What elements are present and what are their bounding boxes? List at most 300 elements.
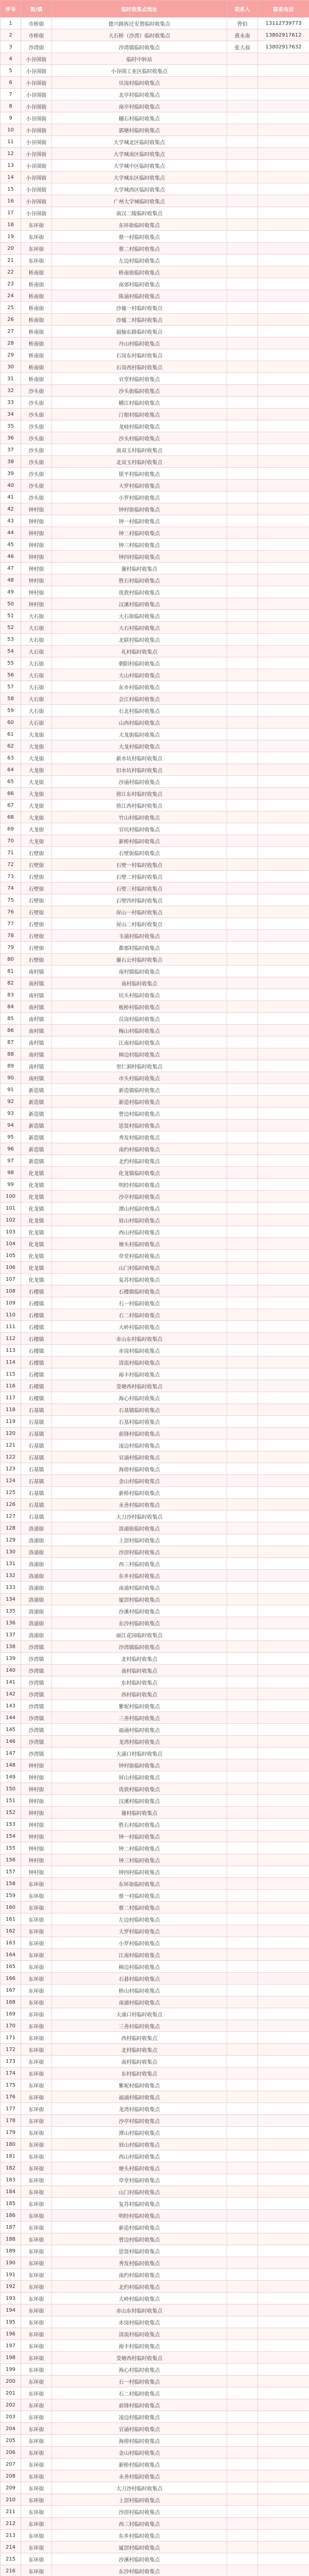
table-row [1, 2008, 309, 2020]
row-address: 蔡一村临时收集点 [52, 1890, 227, 1902]
row-index: 101 [1, 1202, 21, 1214]
row-street: 洛浦街 [21, 1582, 52, 1594]
table-row [1, 1333, 309, 1345]
row-address: 上滘村临时收集点 [52, 1534, 227, 1546]
row-contact [227, 1759, 258, 1771]
row-street: 钟村街 [21, 1783, 52, 1795]
row-index: 160 [1, 1902, 21, 1913]
row-index: 174 [1, 2067, 21, 2079]
row-index: 26 [1, 314, 21, 326]
row-contact [227, 160, 258, 172]
row-address: 屏山二村临时收集点 [52, 918, 227, 930]
table-row [1, 1878, 309, 1890]
table-row [1, 100, 309, 112]
row-street: 新造镇 [21, 1143, 52, 1155]
table-row [1, 444, 309, 456]
table-row [1, 811, 309, 823]
row-street: 沙湾街 [21, 41, 52, 53]
row-address: 北村临时收集点 [52, 2044, 227, 2056]
row-index: 210 [1, 2494, 21, 2506]
row-index: 128 [1, 1522, 21, 1534]
table-row [1, 1285, 309, 1297]
row-contact [227, 1594, 258, 1605]
row-index: 68 [1, 811, 21, 823]
row-phone [258, 2198, 309, 2210]
row-street: 东环街 [21, 2198, 52, 2210]
row-street: 化龙镇 [21, 1262, 52, 1274]
row-phone [258, 1072, 309, 1084]
row-contact [227, 385, 258, 397]
row-index: 82 [1, 977, 21, 989]
table-row [1, 669, 309, 681]
row-street: 洛浦街 [21, 1570, 52, 1582]
row-contact [227, 432, 258, 444]
table-row [1, 2222, 309, 2233]
row-index: 22 [1, 266, 21, 278]
row-address: 小罗村临时收集点 [52, 1937, 227, 1949]
table-row [1, 1274, 309, 1285]
table-row [1, 728, 309, 740]
row-contact [227, 551, 258, 563]
row-index: 63 [1, 752, 21, 764]
row-phone [258, 2079, 309, 2091]
row-contact [227, 1653, 258, 1665]
row-street: 大龙街 [21, 788, 52, 800]
row-phone [258, 2020, 309, 2032]
table-row [1, 2470, 309, 2482]
table-row [1, 1973, 309, 1985]
row-street: 南村镇 [21, 1048, 52, 1060]
row-index: 88 [1, 1048, 21, 1060]
table-row [1, 2352, 309, 2364]
row-index: 74 [1, 883, 21, 894]
row-phone [258, 1617, 309, 1629]
row-street: 化龙镇 [21, 1250, 52, 1262]
row-phone [258, 1688, 309, 1700]
row-address: 海傍村临时收集点 [52, 1463, 227, 1475]
row-phone [258, 349, 309, 361]
table-row [1, 18, 309, 29]
row-phone [258, 776, 309, 788]
table-row [1, 823, 309, 835]
row-street: 东环街 [21, 1973, 52, 1985]
table-row [1, 2091, 309, 2103]
row-phone [258, 160, 309, 172]
row-address: 胜石村临时收集点 [52, 574, 227, 586]
row-phone [258, 2399, 309, 2411]
row-address: 大龙街临时收集点 [52, 728, 227, 740]
row-street: 大石街 [21, 669, 52, 681]
table-row [1, 1108, 309, 1120]
row-address: 南浦村临时收集点 [52, 1996, 227, 2008]
table-row [1, 1819, 309, 1831]
row-address: 石岗西村临时收集点 [52, 361, 227, 373]
row-contact [227, 2328, 258, 2340]
row-index: 216 [1, 2565, 21, 2576]
table-row [1, 77, 309, 89]
row-phone [258, 1973, 309, 1985]
row-address: 东环街临时收集点 [52, 219, 227, 231]
table-row [1, 2530, 309, 2541]
row-street: 石壁街 [21, 930, 52, 942]
row-contact [227, 326, 258, 337]
row-address: 大学城中区临时收集点 [52, 160, 227, 172]
row-index: 111 [1, 1321, 21, 1333]
row-address: 大刀沙村临时收集点 [52, 2482, 227, 2494]
row-address: 钟一村临时收集点 [52, 1831, 227, 1842]
row-address: 龙湾村临时收集点 [52, 2103, 227, 2115]
row-address: 草堂村临时收集点 [52, 1250, 227, 1262]
row-phone [258, 989, 309, 1001]
row-address: 凌边村临时收集点 [52, 1439, 227, 1451]
row-contact [227, 397, 258, 409]
row-phone [258, 1309, 309, 1321]
row-contact [227, 1949, 258, 1961]
row-phone [258, 1913, 309, 1925]
row-phone [258, 2245, 309, 2257]
row-contact [227, 1748, 258, 1759]
row-street: 洛浦街 [21, 1594, 52, 1605]
row-contact [227, 788, 258, 800]
row-index: 140 [1, 1665, 21, 1676]
row-index: 133 [1, 1582, 21, 1594]
row-street: 大龙街 [21, 835, 52, 847]
row-index: 69 [1, 823, 21, 835]
table-row [1, 1416, 309, 1428]
row-index: 163 [1, 1937, 21, 1949]
row-address: 西三村临时收集点 [52, 1558, 227, 1570]
row-street: 石楼镇 [21, 1309, 52, 1321]
row-address: 谢石公村临时收集点 [52, 954, 227, 965]
table-row [1, 634, 309, 646]
row-index: 158 [1, 1878, 21, 1890]
row-phone [258, 77, 309, 89]
row-street: 南村镇 [21, 965, 52, 977]
row-street: 东环街 [21, 1913, 52, 1925]
row-address: 沙头村临时收集点 [52, 432, 227, 444]
row-contact [227, 266, 258, 278]
row-street: 钟村街 [21, 1807, 52, 1819]
row-contact [227, 492, 258, 503]
table-header [1, 1, 309, 18]
table-row [1, 409, 309, 420]
row-contact [227, 1072, 258, 1084]
row-street: 东环街 [21, 2553, 52, 2565]
row-index: 85 [1, 1013, 21, 1025]
row-index: 108 [1, 1285, 21, 1297]
row-address: 曾边村临时收集点 [52, 2233, 227, 2245]
row-street: 小谷围街 [21, 136, 52, 148]
table-row [1, 65, 309, 77]
table-row [1, 1202, 309, 1214]
row-phone [258, 112, 309, 124]
row-index: 191 [1, 2269, 21, 2281]
row-index: 40 [1, 480, 21, 492]
row-contact [227, 586, 258, 598]
table-row [1, 586, 309, 598]
row-contact [227, 2553, 258, 2565]
table-row [1, 693, 309, 705]
row-phone [258, 1392, 309, 1404]
row-index: 24 [1, 290, 21, 302]
row-index: 159 [1, 1890, 21, 1902]
table-row [1, 1748, 309, 1759]
row-index: 205 [1, 2435, 21, 2447]
row-index: 156 [1, 1854, 21, 1866]
row-phone [258, 1534, 309, 1546]
row-index: 164 [1, 1949, 21, 1961]
row-street: 大龙街 [21, 728, 52, 740]
row-street: 沙湾镇 [21, 1712, 52, 1724]
row-address: 龙岐村临时收集点 [52, 420, 227, 432]
row-street: 东环街 [21, 1902, 52, 1913]
row-phone [258, 586, 309, 598]
table-row [1, 420, 309, 432]
row-contact [227, 1511, 258, 1522]
row-phone [258, 1748, 309, 1759]
table-row [1, 397, 309, 409]
row-address: 南双玉村临时收集点 [52, 444, 227, 456]
table-row [1, 2020, 309, 2032]
table-row [1, 1463, 309, 1475]
row-contact [227, 2447, 258, 2459]
row-contact [227, 1084, 258, 1096]
row-address: 茭塘西村临时收集点 [52, 2352, 227, 2364]
row-index: 7 [1, 89, 21, 100]
row-index: 186 [1, 2210, 21, 2222]
table-row [1, 1594, 309, 1605]
row-contact [227, 89, 258, 100]
row-contact [227, 717, 258, 728]
row-index: 16 [1, 195, 21, 207]
row-street: 大石街 [21, 657, 52, 669]
row-contact [227, 349, 258, 361]
row-contact [227, 1013, 258, 1025]
row-index: 41 [1, 492, 21, 503]
row-phone [258, 1475, 309, 1487]
row-contact [227, 2316, 258, 2328]
row-address: 金山村临时收集点 [52, 2447, 227, 2459]
row-index: 201 [1, 2387, 21, 2399]
table-row [1, 847, 309, 859]
row-index: 141 [1, 1676, 21, 1688]
table-row [1, 1226, 309, 1238]
row-contact [227, 361, 258, 373]
row-index: 204 [1, 2423, 21, 2435]
table-row [1, 456, 309, 468]
row-phone [258, 1096, 309, 1108]
table-row [1, 41, 309, 53]
row-index: 49 [1, 586, 21, 598]
row-address: 汉溪村临时收集点 [52, 1795, 227, 1807]
table-row [1, 1380, 309, 1392]
row-address: 谢村临时收集点 [52, 563, 227, 574]
row-phone [258, 1842, 309, 1854]
row-index: 145 [1, 1724, 21, 1736]
row-index: 48 [1, 574, 21, 586]
row-address: 思贤村临时收集点 [52, 2245, 227, 2257]
row-street: 沙湾镇 [21, 1688, 52, 1700]
row-address: 石二村临时收集点 [52, 1309, 227, 1321]
row-contact [227, 1451, 258, 1463]
row-contact: 黄永南 [227, 29, 258, 41]
row-phone [258, 1783, 309, 1795]
table-row [1, 1143, 309, 1155]
row-contact [227, 1131, 258, 1143]
row-contact [227, 1048, 258, 1060]
row-phone [258, 2447, 309, 2459]
row-address: 钟三村临时收集点 [52, 1854, 227, 1866]
row-phone [258, 1949, 309, 1961]
row-index: 199 [1, 2364, 21, 2376]
row-street: 钟村街 [21, 1771, 52, 1783]
table-row [1, 2387, 309, 2399]
table-row [1, 1961, 309, 1973]
row-index: 87 [1, 1037, 21, 1048]
table-row [1, 906, 309, 918]
row-street: 沙头街 [21, 480, 52, 492]
row-index: 189 [1, 2245, 21, 2257]
row-index: 66 [1, 788, 21, 800]
row-phone [258, 2233, 309, 2245]
row-contact [227, 2162, 258, 2174]
row-address: 紫坭村临时收集点 [52, 1700, 227, 1712]
row-phone [258, 1404, 309, 1416]
row-contact [227, 2091, 258, 2103]
row-contact [227, 1641, 258, 1653]
row-phone [258, 551, 309, 563]
row-index: 134 [1, 1594, 21, 1605]
row-index: 177 [1, 2103, 21, 2115]
row-index: 118 [1, 1404, 21, 1416]
row-phone [258, 1037, 309, 1048]
row-index: 149 [1, 1771, 21, 1783]
row-address: 樟边村临时收集点 [52, 1048, 227, 1060]
row-address: 大石街临时收集点 [52, 610, 227, 622]
row-phone [258, 622, 309, 634]
row-contact [227, 77, 258, 89]
row-index: 8 [1, 100, 21, 112]
row-phone [258, 1060, 309, 1072]
table-row [1, 740, 309, 752]
row-address: 礼村临时收集点 [52, 646, 227, 657]
row-index: 194 [1, 2304, 21, 2316]
row-phone [258, 361, 309, 373]
row-address: 紫坭村临时收集点 [52, 2079, 227, 2091]
table-row [1, 2423, 309, 2435]
table-row [1, 1439, 309, 1451]
row-phone [258, 1629, 309, 1641]
row-contact [227, 503, 258, 515]
table-row [1, 1759, 309, 1771]
row-contact [227, 1807, 258, 1819]
row-contact [227, 1120, 258, 1131]
row-street: 大石街 [21, 693, 52, 705]
row-address: 石碁村临时收集点 [52, 1973, 227, 1985]
row-contact [227, 2067, 258, 2079]
row-phone [258, 598, 309, 610]
row-address: 赤岗村临时收集点 [52, 2316, 227, 2328]
row-street: 钟村街 [21, 1866, 52, 1878]
row-phone [258, 883, 309, 894]
row-address: 钟一村临时收集点 [52, 515, 227, 527]
row-index: 196 [1, 2328, 21, 2340]
row-phone [258, 468, 309, 480]
row-address: 胜石村临时收集点 [52, 1819, 227, 1831]
row-index: 102 [1, 1214, 21, 1226]
row-index: 70 [1, 835, 21, 847]
row-contact [227, 705, 258, 717]
row-phone [258, 1676, 309, 1688]
row-address: 南亭村临时收集点 [52, 100, 227, 112]
row-contact [227, 53, 258, 65]
row-index: 211 [1, 2506, 21, 2518]
row-address: 永善村临时收集点 [52, 1499, 227, 1511]
row-index: 170 [1, 2020, 21, 2032]
table-row [1, 1570, 309, 1582]
row-street: 石壁街 [21, 859, 52, 871]
table-row [1, 2340, 309, 2352]
row-phone [258, 1665, 309, 1676]
row-address: 东环街临时收集点 [52, 1878, 227, 1890]
table-row [1, 314, 309, 326]
row-street: 南村镇 [21, 989, 52, 1001]
row-index: 59 [1, 705, 21, 717]
row-index: 58 [1, 693, 21, 705]
table-row [1, 1155, 309, 1167]
row-contact [227, 1890, 258, 1902]
row-phone [258, 1594, 309, 1605]
row-street: 钟村街 [21, 598, 52, 610]
table-row [1, 1842, 309, 1854]
row-index: 148 [1, 1759, 21, 1771]
row-index: 34 [1, 409, 21, 420]
row-index: 2 [1, 29, 21, 41]
table-row [1, 503, 309, 515]
table-row [1, 1499, 309, 1511]
row-contact [227, 954, 258, 965]
table-row [1, 2198, 309, 2210]
row-contact [227, 2423, 258, 2435]
row-phone [258, 942, 309, 954]
row-contact [227, 290, 258, 302]
row-street: 大龙街 [21, 811, 52, 823]
row-phone [258, 1653, 309, 1665]
row-index: 119 [1, 1416, 21, 1428]
row-address: 韦涌村临时收集点 [52, 930, 227, 942]
row-address: 石一村临时收集点 [52, 1297, 227, 1309]
header-contact: 联系人 [227, 1, 258, 18]
row-phone [258, 1712, 309, 1724]
row-contact [227, 2103, 258, 2115]
row-street: 小谷围街 [21, 172, 52, 183]
row-address: 石壁二村临时收集点 [52, 871, 227, 883]
row-phone [258, 2257, 309, 2269]
table-row [1, 1582, 309, 1594]
row-index: 99 [1, 1179, 21, 1191]
row-contact [227, 373, 258, 385]
row-index: 53 [1, 634, 21, 646]
row-phone [258, 302, 309, 314]
row-contact [227, 1582, 258, 1594]
row-index: 131 [1, 1558, 21, 1570]
row-index: 25 [1, 302, 21, 314]
table-row [1, 2233, 309, 2245]
row-contact [227, 1771, 258, 1783]
row-street: 沙头街 [21, 420, 52, 432]
row-phone [258, 1819, 309, 1831]
row-street: 小谷围街 [21, 183, 52, 195]
